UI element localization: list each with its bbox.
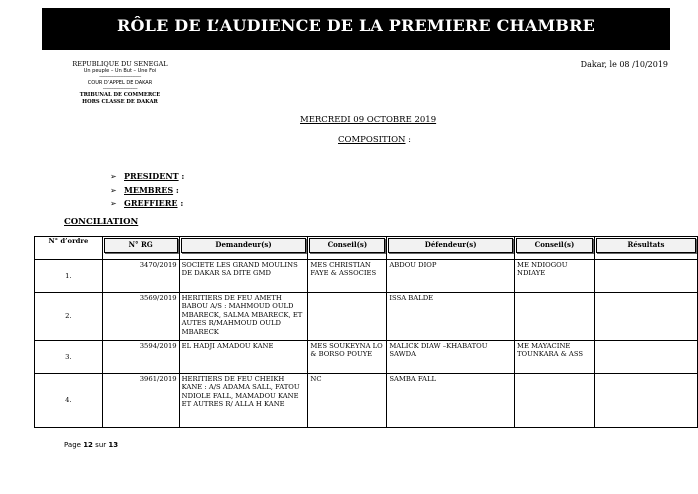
table-row	[35, 341, 698, 374]
court-name: COUR D’APPEL DE DAKAR	[87, 80, 153, 86]
role-membres	[110, 184, 184, 198]
role-label: GREFFIERE	[124, 198, 178, 208]
arrow-bullet-icon: ➢	[110, 185, 117, 195]
table-row	[35, 260, 698, 293]
header-conseil-defendeur: Conseil(s)	[515, 237, 595, 260]
national-motto: Un peuple – Un But – Une Foi	[83, 68, 157, 74]
header-resultats: Résultats	[594, 237, 697, 260]
composition-roles	[110, 170, 184, 211]
cell-conseil-defendeur: ME NDIOGOU NDIAYE	[515, 260, 595, 293]
role-suffix: :	[177, 198, 184, 208]
cell-ordre: 2.	[35, 293, 103, 341]
footer-page-word: Page	[64, 441, 81, 449]
arrow-bullet-icon: ➢	[110, 172, 117, 181]
role-president	[110, 170, 184, 184]
cell-ordre: 1.	[35, 260, 103, 293]
composition-label: COMPOSITION	[338, 135, 406, 145]
header-conseil-demandeur: Conseil(s)	[308, 237, 387, 260]
banner-title: RÔLE DE L’AUDIENCE DE LA PREMIERE CHAMBRE	[42, 8, 670, 50]
composition-heading	[338, 135, 411, 145]
tribunal-name-line1: TRIBUNAL DE COMMERCE	[79, 92, 161, 98]
cell-defendeur: ISSA BALDE	[387, 293, 515, 341]
header-ordre: N° d’ordre	[35, 237, 103, 260]
document-date: Dakar, le 08 /10/2019	[580, 60, 668, 69]
cell-conseil-demandeur: MES SOUKEYNA LO & BORSO POUYE	[308, 341, 387, 374]
cell-resultats	[594, 293, 697, 341]
role-greffiere	[110, 197, 184, 211]
table-header-row	[35, 237, 698, 260]
cell-rg: 3961/2019	[102, 374, 179, 428]
section-title: CONCILIATION	[64, 217, 139, 227]
tribunal-name-line2: HORS CLASSE DE DAKAR	[82, 98, 158, 105]
cell-conseil-defendeur	[515, 374, 595, 428]
arrow-bullet-icon: ➢	[110, 199, 117, 208]
header-rg: N° RG	[102, 237, 179, 260]
cell-resultats	[594, 374, 697, 428]
cell-defendeur: SAMBA FALL	[387, 374, 515, 428]
header-defendeur: Défendeur(s)	[387, 237, 515, 260]
footer-sep-word: sur	[95, 441, 107, 449]
cell-rg: 3594/2019	[102, 341, 179, 374]
cell-rg: 3470/2019	[102, 260, 179, 293]
table-row	[35, 293, 698, 341]
header-separator-2: -----------------------------	[102, 86, 138, 92]
composition-suffix: :	[405, 135, 412, 145]
institution-header	[60, 60, 180, 105]
cell-resultats	[594, 260, 697, 293]
role-label: MEMBRES	[124, 184, 174, 195]
cell-conseil-defendeur	[515, 293, 595, 341]
cell-conseil-demandeur: MES CHRISTIAN FAYE & ASSOCIES	[308, 260, 387, 293]
header-demandeur: Demandeur(s)	[179, 237, 308, 260]
cell-resultats	[594, 341, 697, 374]
cell-ordre: 4.	[35, 374, 103, 428]
table-row	[35, 374, 698, 428]
cell-conseil-demandeur	[308, 293, 387, 341]
role-suffix: :	[178, 171, 185, 181]
cell-ordre: 3.	[35, 341, 103, 374]
role-suffix: :	[173, 184, 179, 195]
hearing-schedule-table	[34, 236, 698, 428]
cell-defendeur: ABDOU DIOP	[387, 260, 515, 293]
footer-page-number: 12	[83, 441, 93, 449]
role-label: PRESIDENT	[124, 171, 179, 181]
republic-name: REPUBLIQUE DU SENEGAL	[72, 60, 168, 68]
header-separator: -----------------------------------	[99, 74, 141, 80]
cell-conseil-defendeur: ME MAYACINE TOUNKARA & ASS	[515, 341, 595, 374]
cell-defendeur: MALICK DIAW –KHABATOU SAWDA	[387, 341, 515, 374]
cell-demandeur: HERITIERS DE FEU AMETH BABOU A/S : MAHMOUD OULD MBARECK, SALMA MBARECK, ET AUTES R/MAHMOUD OULD MBARECK	[179, 293, 308, 341]
cell-rg: 3569/2019	[102, 293, 179, 341]
footer-page-total: 13	[108, 441, 119, 449]
cell-demandeur: EL HADJI AMADOU KANE	[179, 341, 308, 374]
cell-demandeur: SOCIETE LES GRAND MOULINS DE DAKAR SA DITE GMD	[179, 260, 308, 293]
session-date: MERCREDI 09 OCTOBRE 2019	[300, 115, 437, 125]
cell-demandeur: HERITIERS DE FEU CHEIKH KANE : A/S ADAMA SALL, FATOU NDIOLE FALL, MAMADOU KANE ET AUTRES R/ ALLA H KANE	[179, 374, 308, 428]
cell-conseil-demandeur: NC	[308, 374, 387, 428]
page-footer	[64, 441, 118, 449]
